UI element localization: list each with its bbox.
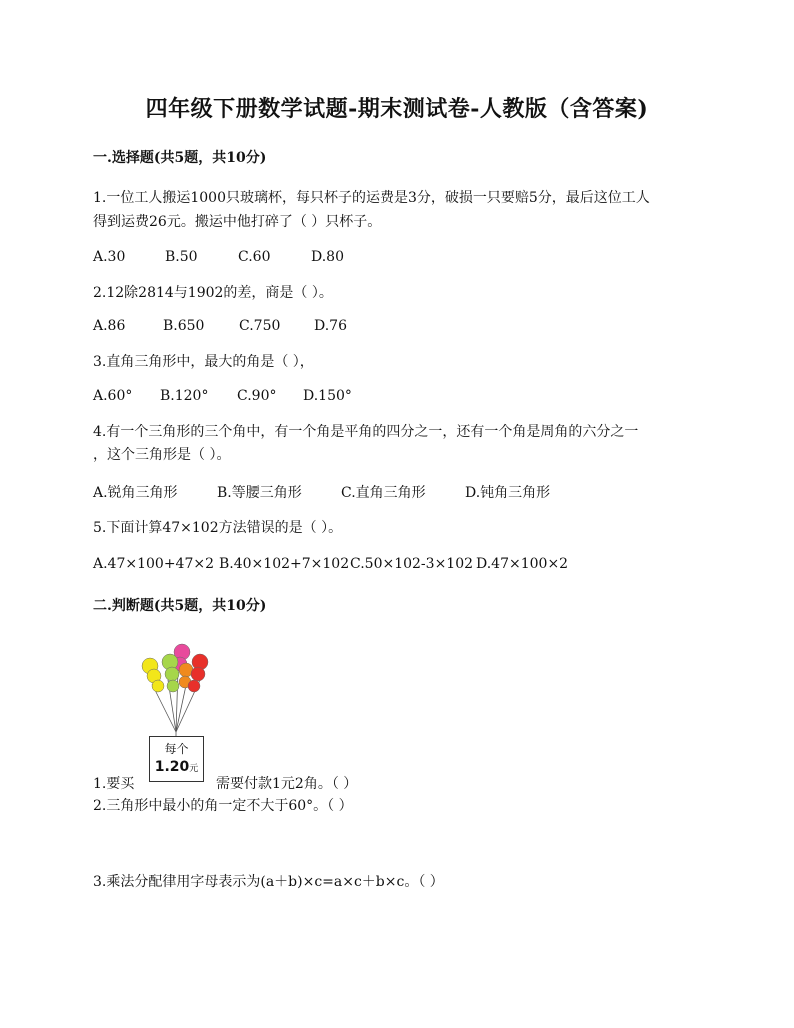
section-2-heading: 二.判断题(共5题，共10分) (93, 598, 267, 614)
option-d: D.钝角三角形 (465, 485, 551, 501)
price-tag (149, 736, 204, 782)
option-a: A.47×100+47×2 (93, 556, 215, 572)
option-b: B.50 (165, 249, 198, 265)
price-amount: 1.20 (154, 759, 190, 775)
option-c: C.750 (239, 318, 281, 334)
option-d: D.76 (314, 318, 347, 334)
option-d: D.80 (311, 249, 344, 265)
balloon-yellow (142, 658, 164, 692)
question-3-options (93, 388, 352, 404)
option-a: A.30 (93, 249, 126, 265)
section-1-heading: 一.选择题(共5题，共10分) (93, 150, 267, 166)
question-2-options (93, 318, 347, 334)
price-tag-each: 每个 (164, 742, 189, 756)
option-c: C.50×102-3×102 (350, 556, 474, 572)
question-1-options (93, 249, 344, 265)
option-d: D.150° (303, 388, 352, 404)
question-1-line-2: 得到运费26元。搬运中他打碎了（ ）只杯子。 (93, 214, 382, 230)
option-b: B.650 (163, 318, 205, 334)
option-c: C.90° (237, 388, 277, 404)
option-a: A.60° (93, 388, 133, 404)
balloon-red (188, 654, 208, 692)
price-unit: 元 (189, 764, 199, 774)
option-d: D.47×100×2 (476, 556, 569, 572)
option-a: A.锐角三角形 (93, 485, 178, 501)
option-b: B.40×102+7×102 (219, 556, 350, 572)
judge-question-1-suffix: 需要付款1元2角。（ ） (216, 776, 358, 792)
option-a: A.86 (93, 318, 126, 334)
question-2-line-1: 2.12除2814与1902的差，商是（ ）。 (93, 285, 333, 301)
judge-question-1-prefix: 1.要买 (93, 776, 135, 792)
question-5-options (93, 556, 568, 572)
page-title: 四年级下册数学试题-期末测试卷-人教版（含答案) (145, 96, 649, 122)
option-c: C.60 (238, 249, 271, 265)
question-4-options (93, 482, 550, 502)
balloon-green (162, 654, 179, 692)
question-5-line-1: 5.下面计算47×102方法错误的是（ ）。 (93, 520, 343, 536)
judge-question-3: 3.乘法分配律用字母表示为(a＋b)×c=a×c＋b×c。（ ） (93, 874, 444, 890)
option-b: B.120° (160, 388, 209, 404)
question-4-line-2: ，这个三角形是（ ）。 (93, 447, 231, 463)
option-c: C.直角三角形 (341, 485, 426, 501)
judge-question-2: 2.三角形中最小的角一定不大于60°。（ ） (93, 798, 353, 814)
question-4-line-1: 4.有一个三角形的三个角中，有一个角是平角的四分之一，还有一个角是周角的六分之一 (93, 424, 639, 440)
price-tag-amount (150, 758, 203, 778)
option-b: B.等腰三角形 (217, 485, 302, 501)
question-1-line-1: 1.一位工人搬运1000只玻璃杯，每只杯子的运费是3分，破损一只要赔5分，最后这位工人 (93, 190, 650, 206)
question-3-line-1: 3.直角三角形中，最大的角是（ ）， (93, 354, 314, 370)
